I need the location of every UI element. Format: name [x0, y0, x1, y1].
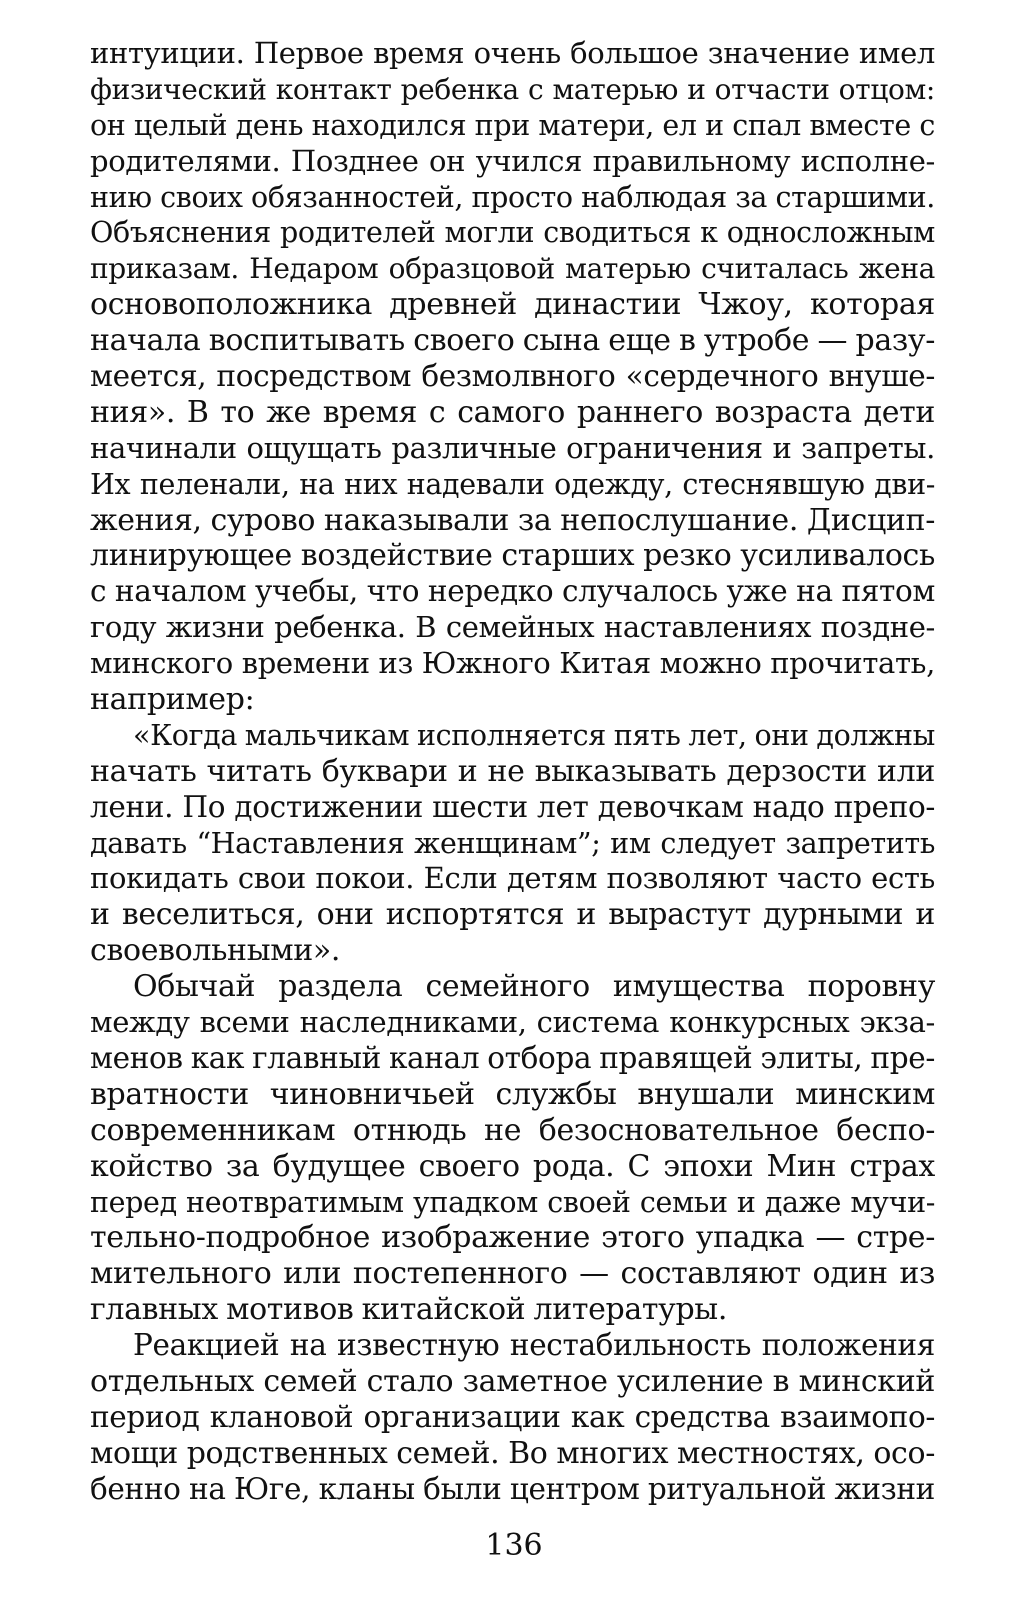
text-line: физический контакт ребенка с матерью и отчасти отцом: — [90, 72, 935, 106]
text-line: своевольными». — [90, 933, 341, 969]
text-line: менов как главный канал отбора правящей элиты, пре- — [90, 1040, 935, 1075]
text-line: году жизни ребенка. В семейных наставлениях поздне- — [90, 610, 935, 645]
text-line: линирующее воздействие старших резко усиливалось — [90, 538, 935, 574]
text-line: например: — [90, 682, 255, 718]
text-line: тельно-подробное изображение этого упадка — стре- — [90, 1220, 935, 1256]
text-line: родителями. Позднее он учился правильному исполне- — [90, 143, 935, 178]
text-line: перед неотвратимым упадком своей семьи и даже мучи- — [90, 1185, 935, 1219]
text-line: между всеми наследниками, система конкурсных экза- — [90, 1005, 935, 1040]
text-line: лени. По достижении шести лет девочкам надо препо- — [90, 789, 935, 824]
text-line: он целый день находился при матери, ел и спал вместе с — [90, 108, 935, 142]
text-line: ния». В то же время с самого раннего возраста дети — [90, 394, 935, 430]
text-line: покидать свои покои. Если детям позволяют часто есть — [90, 861, 935, 896]
text-line: начинали ощущать различные ограничения и запреты. — [90, 430, 935, 465]
text-line: минского времени из Южного Китая можно прочитать, — [90, 646, 935, 681]
text-line: давать “Наставления женщинам”; им следует запретить — [90, 826, 935, 860]
text-line: Обычай раздела семейного имущества поровну — [133, 969, 935, 1005]
text-line: и веселиться, они испортятся и вырастут дурными и — [90, 897, 935, 933]
text-line: интуиции. Первое время очень большое значение имел — [90, 36, 935, 70]
text-line: вратности чиновничьей службы внушали минским — [90, 1076, 935, 1112]
text-line: главных мотивов китайской литературы. — [90, 1292, 728, 1328]
text-line: нию своих обязанностей, просто наблюдая за старшими. — [90, 180, 935, 214]
body-text — [90, 36, 935, 1508]
text-line: отдельных семей стало заметное усиление в минский — [90, 1363, 935, 1399]
page-number: 136 — [485, 1528, 543, 1563]
text-line: Их пеленали, на них надевали одежду, стеснявшую дви- — [90, 467, 935, 501]
text-line: мощи родственных семей. Во многих местностях, осо- — [90, 1435, 935, 1471]
text-line: начать читать буквари и не выказывать дерзости или — [90, 753, 935, 789]
text-line: начала воспитывать своего сына еще в утробе — разу- — [90, 323, 935, 359]
text-line: Объяснения родителей могли сводиться к односложным — [90, 216, 935, 250]
text-line: «Когда мальчикам исполняется пять лет, они должны — [133, 718, 935, 752]
text-line: современникам отнюдь не безосновательное беспо- — [90, 1112, 935, 1148]
text-line: Реакцией на известную нестабильность положения — [133, 1328, 935, 1363]
text-line: с началом учебы, что нередко случалось уже на пятом — [90, 574, 935, 609]
text-line: койство за будущее своего рода. С эпохи Мин страх — [90, 1148, 935, 1184]
text-line: период клановой организации как средства взаимопо- — [90, 1399, 935, 1434]
text-line: бенно на Юге, кланы были центром ритуальной жизни — [90, 1471, 935, 1506]
text-line: меется, посредством безмолвного «сердечного внуше- — [90, 359, 935, 394]
text-line: жения, сурово наказывали за непослушание. Дисцип- — [90, 502, 935, 538]
text-line: основоположника древней династии Чжоу, которая — [90, 287, 935, 323]
text-line: мительного или постепенного — составляют один из — [90, 1256, 935, 1292]
text-line: приказам. Недаром образцовой матерью считалась жена — [90, 252, 935, 286]
